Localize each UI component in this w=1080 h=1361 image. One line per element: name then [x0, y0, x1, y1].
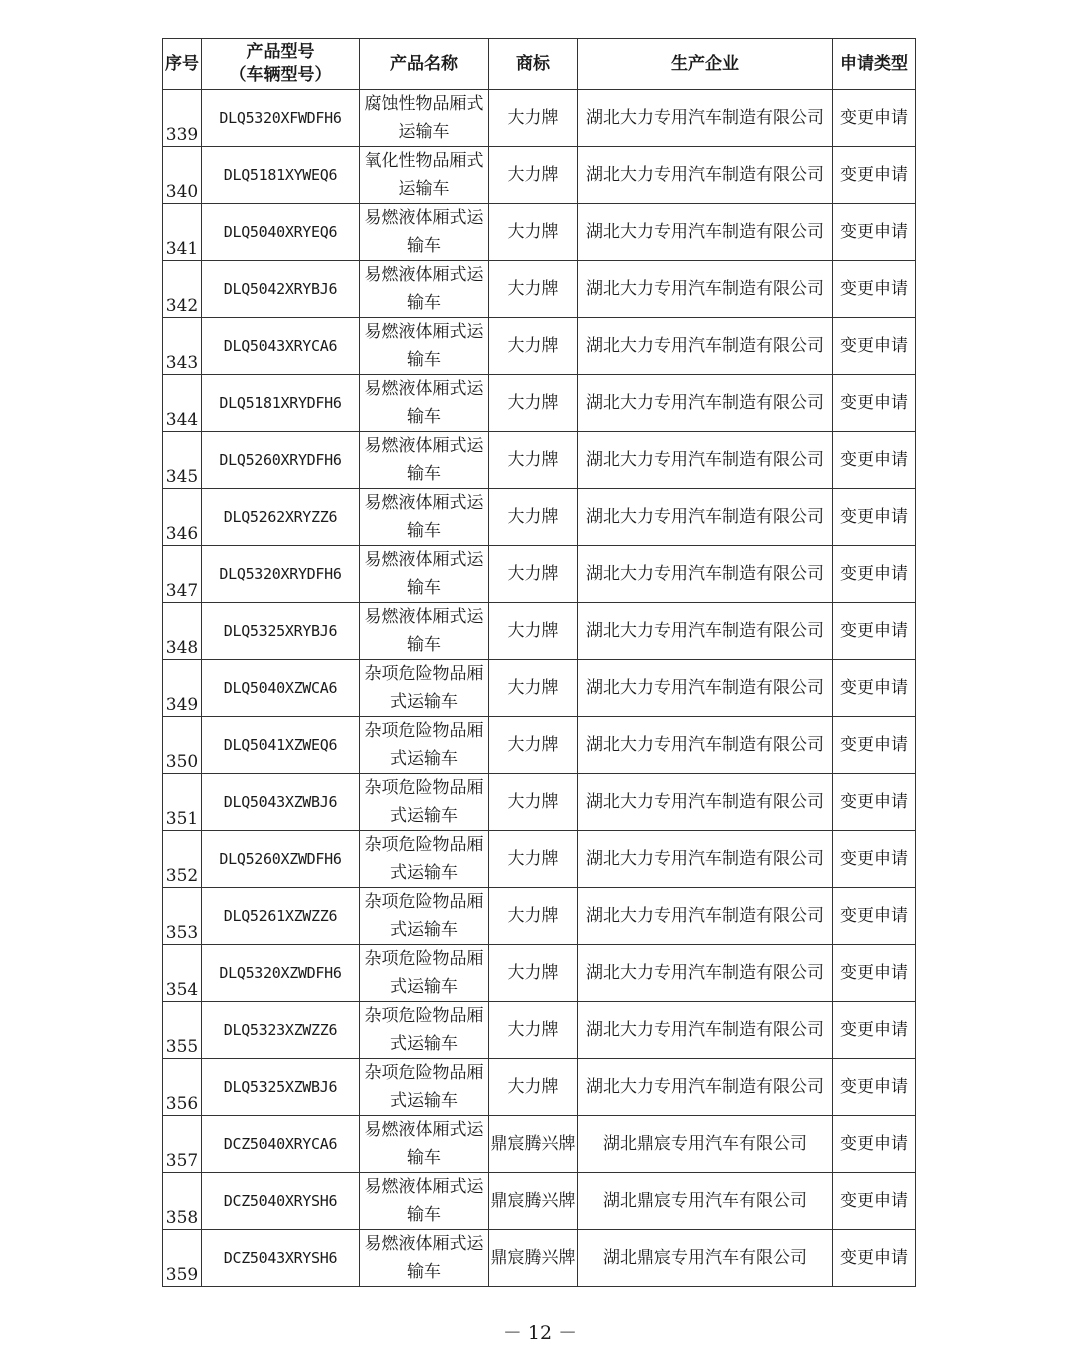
- cell-product-name: 杂项危险物品厢式运输车: [360, 774, 489, 831]
- cell-seq: 342: [163, 261, 202, 318]
- cell-application-type: 变更申请: [833, 318, 916, 375]
- cell-product-name: 易燃液体厢式运输车: [360, 375, 489, 432]
- cell-application-type: 变更申请: [833, 945, 916, 1002]
- cell-company: 湖北大力专用汽车制造有限公司: [578, 945, 833, 1002]
- table-row: [163, 375, 916, 432]
- table-row: [163, 831, 916, 888]
- table-row: [163, 318, 916, 375]
- cell-company: 湖北鼎宸专用汽车有限公司: [578, 1173, 833, 1230]
- header-application-type: 申请类型: [833, 39, 916, 90]
- table-row: [163, 204, 916, 261]
- cell-application-type: 变更申请: [833, 1116, 916, 1173]
- cell-company: 湖北大力专用汽车制造有限公司: [578, 1059, 833, 1116]
- cell-company: 湖北大力专用汽车制造有限公司: [578, 1002, 833, 1059]
- table-row: [163, 1002, 916, 1059]
- cell-model: DLQ5320XRYDFH6: [202, 546, 360, 603]
- cell-seq: 343: [163, 318, 202, 375]
- header-model-text: 产品型号 （车辆型号）: [229, 42, 332, 85]
- cell-seq: 357: [163, 1116, 202, 1173]
- cell-brand: 大力牌: [489, 432, 578, 489]
- cell-company: 湖北大力专用汽车制造有限公司: [578, 717, 833, 774]
- cell-company: 湖北大力专用汽车制造有限公司: [578, 489, 833, 546]
- cell-seq: 350: [163, 717, 202, 774]
- cell-seq: 339: [163, 90, 202, 147]
- cell-application-type: 变更申请: [833, 375, 916, 432]
- table-row: [163, 90, 916, 147]
- cell-model: DLQ5042XRYBJ6: [202, 261, 360, 318]
- cell-model: DLQ5320XFWDFH6: [202, 90, 360, 147]
- cell-product-name: 易燃液体厢式运输车: [360, 1230, 489, 1287]
- cell-model: DLQ5262XRYZZ6: [202, 489, 360, 546]
- header-product-name: 产品名称: [360, 39, 489, 90]
- cell-product-name: 杂项危险物品厢式运输车: [360, 831, 489, 888]
- cell-brand: 大力牌: [489, 1059, 578, 1116]
- cell-brand: 大力牌: [489, 375, 578, 432]
- cell-brand: 大力牌: [489, 1002, 578, 1059]
- cell-seq: 345: [163, 432, 202, 489]
- cell-brand: 大力牌: [489, 603, 578, 660]
- cell-company: 湖北大力专用汽车制造有限公司: [578, 546, 833, 603]
- cell-product-name: 杂项危险物品厢式运输车: [360, 717, 489, 774]
- cell-application-type: 变更申请: [833, 90, 916, 147]
- header-brand: 商标: [489, 39, 578, 90]
- table-row: [163, 432, 916, 489]
- cell-company: 湖北大力专用汽车制造有限公司: [578, 774, 833, 831]
- table-header-row: [163, 39, 916, 90]
- cell-brand: 大力牌: [489, 204, 578, 261]
- cell-company: 湖北大力专用汽车制造有限公司: [578, 831, 833, 888]
- cell-seq: 352: [163, 831, 202, 888]
- cell-seq: 354: [163, 945, 202, 1002]
- cell-product-name: 易燃液体厢式运输车: [360, 204, 489, 261]
- header-model: [202, 39, 360, 90]
- cell-application-type: 变更申请: [833, 831, 916, 888]
- cell-brand: 大力牌: [489, 147, 578, 204]
- cell-seq: 347: [163, 546, 202, 603]
- cell-seq: 344: [163, 375, 202, 432]
- table-row: [163, 147, 916, 204]
- cell-product-name: 易燃液体厢式运输车: [360, 432, 489, 489]
- cell-application-type: 变更申请: [833, 774, 916, 831]
- table-row: [163, 945, 916, 1002]
- cell-product-name: 氧化性物品厢式运输车: [360, 147, 489, 204]
- cell-brand: 大力牌: [489, 318, 578, 375]
- cell-model: DLQ5323XZWZZ6: [202, 1002, 360, 1059]
- cell-brand: 鼎宸腾兴牌: [489, 1116, 578, 1173]
- cell-model: DLQ5040XRYEQ6: [202, 204, 360, 261]
- cell-model: DLQ5181XYWEQ6: [202, 147, 360, 204]
- cell-application-type: 变更申请: [833, 432, 916, 489]
- cell-application-type: 变更申请: [833, 204, 916, 261]
- cell-brand: 大力牌: [489, 489, 578, 546]
- cell-seq: 346: [163, 489, 202, 546]
- cell-application-type: 变更申请: [833, 888, 916, 945]
- cell-company: 湖北大力专用汽车制造有限公司: [578, 660, 833, 717]
- cell-model: DCZ5043XRYSH6: [202, 1230, 360, 1287]
- cell-brand: 大力牌: [489, 945, 578, 1002]
- cell-seq: 341: [163, 204, 202, 261]
- table-row: [163, 888, 916, 945]
- cell-company: 湖北大力专用汽车制造有限公司: [578, 603, 833, 660]
- table-row: [163, 717, 916, 774]
- cell-application-type: 变更申请: [833, 1230, 916, 1287]
- table-row: [163, 1173, 916, 1230]
- cell-application-type: 变更申请: [833, 603, 916, 660]
- cell-brand: 大力牌: [489, 717, 578, 774]
- cell-model: DCZ5040XRYSH6: [202, 1173, 360, 1230]
- cell-company: 湖北大力专用汽车制造有限公司: [578, 432, 833, 489]
- cell-product-name: 易燃液体厢式运输车: [360, 489, 489, 546]
- table-row: [163, 1230, 916, 1287]
- cell-brand: 大力牌: [489, 90, 578, 147]
- cell-application-type: 变更申请: [833, 660, 916, 717]
- cell-brand: 鼎宸腾兴牌: [489, 1230, 578, 1287]
- cell-seq: 340: [163, 147, 202, 204]
- cell-company: 湖北大力专用汽车制造有限公司: [578, 90, 833, 147]
- cell-product-name: 腐蚀性物品厢式运输车: [360, 90, 489, 147]
- cell-model: DLQ5325XRYBJ6: [202, 603, 360, 660]
- cell-model: DLQ5040XZWCA6: [202, 660, 360, 717]
- cell-product-name: 易燃液体厢式运输车: [360, 318, 489, 375]
- cell-application-type: 变更申请: [833, 489, 916, 546]
- cell-product-name: 易燃液体厢式运输车: [360, 1116, 489, 1173]
- table-row: [163, 1116, 916, 1173]
- cell-brand: 鼎宸腾兴牌: [489, 1173, 578, 1230]
- cell-seq: 348: [163, 603, 202, 660]
- cell-seq: 353: [163, 888, 202, 945]
- cell-seq: 351: [163, 774, 202, 831]
- cell-model: DLQ5260XRYDFH6: [202, 432, 360, 489]
- cell-application-type: 变更申请: [833, 546, 916, 603]
- cell-brand: 大力牌: [489, 831, 578, 888]
- cell-product-name: 杂项危险物品厢式运输车: [360, 945, 489, 1002]
- cell-seq: 356: [163, 1059, 202, 1116]
- cell-application-type: 变更申请: [833, 147, 916, 204]
- cell-company: 湖北大力专用汽车制造有限公司: [578, 261, 833, 318]
- cell-product-name: 杂项危险物品厢式运输车: [360, 1059, 489, 1116]
- cell-seq: 358: [163, 1173, 202, 1230]
- table-row: [163, 546, 916, 603]
- cell-brand: 大力牌: [489, 774, 578, 831]
- cell-company: 湖北大力专用汽车制造有限公司: [578, 318, 833, 375]
- cell-model: DLQ5041XZWEQ6: [202, 717, 360, 774]
- cell-model: DLQ5261XZWZZ6: [202, 888, 360, 945]
- table-row: [163, 489, 916, 546]
- vehicle-product-table: [162, 38, 916, 1287]
- cell-company: 湖北大力专用汽车制造有限公司: [578, 204, 833, 261]
- cell-product-name: 易燃液体厢式运输车: [360, 1173, 489, 1230]
- cell-company: 湖北大力专用汽车制造有限公司: [578, 888, 833, 945]
- cell-product-name: 易燃液体厢式运输车: [360, 603, 489, 660]
- cell-seq: 355: [163, 1002, 202, 1059]
- table-row: [163, 603, 916, 660]
- cell-company: 湖北大力专用汽车制造有限公司: [578, 147, 833, 204]
- cell-model: DCZ5040XRYCA6: [202, 1116, 360, 1173]
- cell-application-type: 变更申请: [833, 1173, 916, 1230]
- cell-company: 湖北大力专用汽车制造有限公司: [578, 375, 833, 432]
- cell-brand: 大力牌: [489, 546, 578, 603]
- cell-model: DLQ5320XZWDFH6: [202, 945, 360, 1002]
- cell-product-name: 杂项危险物品厢式运输车: [360, 660, 489, 717]
- cell-company: 湖北鼎宸专用汽车有限公司: [578, 1116, 833, 1173]
- cell-product-name: 杂项危险物品厢式运输车: [360, 1002, 489, 1059]
- header-company: 生产企业: [578, 39, 833, 90]
- table-row: [163, 774, 916, 831]
- cell-model: DLQ5043XZWBJ6: [202, 774, 360, 831]
- cell-product-name: 杂项危险物品厢式运输车: [360, 888, 489, 945]
- table-row: [163, 261, 916, 318]
- cell-brand: 大力牌: [489, 660, 578, 717]
- cell-model: DLQ5181XRYDFH6: [202, 375, 360, 432]
- cell-model: DLQ5325XZWBJ6: [202, 1059, 360, 1116]
- table-body: [163, 90, 916, 1287]
- cell-seq: 359: [163, 1230, 202, 1287]
- cell-product-name: 易燃液体厢式运输车: [360, 546, 489, 603]
- table-row: [163, 1059, 916, 1116]
- cell-model: DLQ5043XRYCA6: [202, 318, 360, 375]
- cell-application-type: 变更申请: [833, 1059, 916, 1116]
- cell-seq: 349: [163, 660, 202, 717]
- page-number: － 12 －: [502, 1322, 578, 1344]
- cell-brand: 大力牌: [489, 888, 578, 945]
- header-seq: 序号: [163, 39, 202, 90]
- cell-application-type: 变更申请: [833, 261, 916, 318]
- cell-model: DLQ5260XZWDFH6: [202, 831, 360, 888]
- cell-brand: 大力牌: [489, 261, 578, 318]
- cell-company: 湖北鼎宸专用汽车有限公司: [578, 1230, 833, 1287]
- table-row: [163, 660, 916, 717]
- cell-product-name: 易燃液体厢式运输车: [360, 261, 489, 318]
- cell-application-type: 变更申请: [833, 717, 916, 774]
- cell-application-type: 变更申请: [833, 1002, 916, 1059]
